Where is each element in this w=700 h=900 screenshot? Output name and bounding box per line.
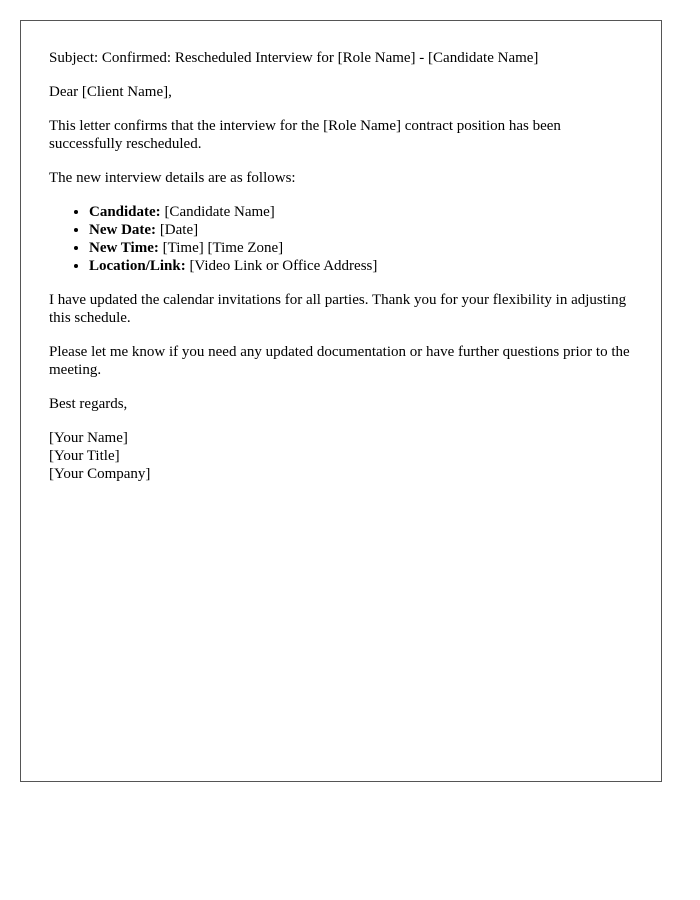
signature-block	[49, 429, 633, 483]
detail-label: New Time:	[89, 240, 159, 256]
letter-page	[20, 20, 662, 782]
subject-line: Subject: Confirmed: Rescheduled Interview for [Role Name] - [Candidate Name]	[49, 50, 539, 66]
closing-request-paragraph: Please let me know if you need any updated documentation or have further questions prior to the meeting.	[49, 344, 630, 378]
detail-item-time	[89, 239, 633, 257]
details-lead: The new interview details are as follows:	[49, 170, 296, 186]
signature-company: [Your Company]	[49, 466, 151, 482]
detail-value: [Time] [Time Zone]	[158, 240, 284, 256]
detail-label: Location/Link:	[89, 258, 186, 274]
signature-title: [Your Title]	[49, 448, 120, 464]
intro-paragraph: This letter confirms that the interview for the [Role Name] contract position has been successfully rescheduled.	[49, 118, 561, 152]
sign-off: Best regards,	[49, 396, 128, 412]
signature-name: [Your Name]	[49, 430, 128, 446]
detail-label: Candidate:	[89, 204, 161, 220]
detail-item-date	[89, 221, 633, 239]
detail-value: [Date]	[156, 222, 199, 238]
greeting: Dear [Client Name],	[49, 84, 172, 100]
detail-item-location	[89, 257, 633, 275]
detail-label: New Date:	[89, 222, 157, 238]
interview-details-list	[49, 203, 633, 275]
detail-item-candidate	[89, 203, 633, 221]
detail-value: [Candidate Name]	[160, 204, 275, 220]
update-note-paragraph: I have updated the calendar invitations for all parties. Thank you for your flexibility in adjusting this schedule.	[49, 292, 627, 326]
detail-value: [Video Link or Office Address]	[185, 258, 378, 274]
